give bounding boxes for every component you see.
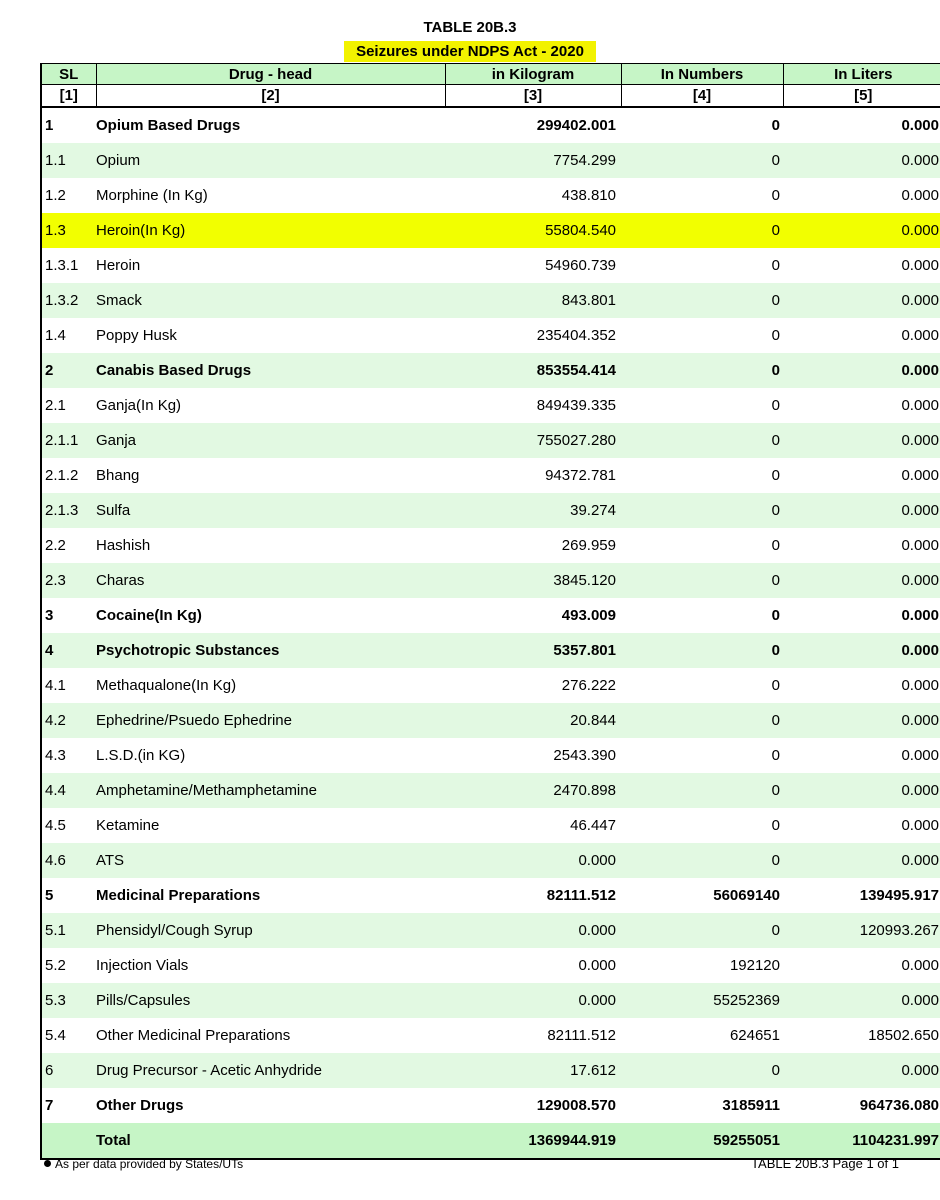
row-drug-name: Ketamine [96,817,160,834]
row-numbers: 0 [621,423,783,458]
row-kilogram: 843.801 [445,283,621,318]
page-info: TABLE 20B.3 Page 1 of 1 [751,1156,899,1171]
table-row [41,913,940,948]
row-liters: 0.000 [901,327,939,344]
row-liters: 0.000 [783,563,940,598]
header-kilogram: in Kilogram [445,64,621,85]
row-numbers: 624651 [729,1027,780,1044]
column-index: [2] [96,85,445,108]
row-drug-name: Pills/Capsules [96,983,445,1018]
table-header [41,64,940,108]
row-liters: 0.000 [783,283,940,318]
bullet-icon [44,1160,51,1167]
table-row [41,738,940,773]
row-numbers: 0 [771,607,780,624]
table-row [41,528,940,563]
row-drug-name: Phensidyl/Cough Syrup [96,913,445,948]
column-index-row [41,85,940,108]
row-sl: 1.3.2 [41,283,96,318]
table-row [41,808,940,843]
footnote [44,1156,243,1172]
row-liters: 139495.917 [859,887,939,904]
row-kilogram: 82111.512 [547,1027,616,1044]
table-row [41,1053,940,1088]
row-numbers: 0 [621,563,783,598]
row-kilogram: 39.274 [445,493,621,528]
row-drug-name: Hashish [96,537,151,554]
row-sl: 1 [45,117,54,134]
row-sl: 1.4 [45,327,66,344]
header-numbers: In Numbers [621,64,783,85]
row-drug-name: L.S.D.(in KG) [96,747,186,764]
row-kilogram: 269.959 [561,537,616,554]
row-numbers: 0 [771,747,780,764]
table-row [41,1018,940,1053]
row-kilogram: 276.222 [561,677,616,694]
row-drug-name: Total [96,1123,445,1159]
row-numbers: 3185911 [722,1097,780,1114]
row-kilogram: 2470.898 [445,773,621,808]
header-liters: In Liters [783,64,940,85]
row-kilogram: 1369944.919 [445,1123,621,1159]
table-row [41,773,940,808]
row-kilogram: 0.000 [445,983,621,1018]
row-liters: 0.000 [783,843,940,878]
table-body [41,107,940,1159]
row-drug-name: Drug Precursor - Acetic Anhydride [96,1053,445,1088]
row-sl: 1.3.1 [45,257,79,274]
row-drug-name: Methaqualone(In Kg) [96,677,237,694]
row-liters: 0.000 [901,957,939,974]
row-sl: 2.2 [45,537,66,554]
row-numbers: 0 [771,817,780,834]
row-liters: 1104231.997 [783,1123,940,1159]
row-kilogram: 7754.299 [445,143,621,178]
row-liters: 0.000 [783,983,940,1018]
row-kilogram: 17.612 [445,1053,621,1088]
row-sl: 4.5 [45,817,66,834]
row-drug-name: Opium Based Drugs [96,117,241,134]
row-numbers: 0 [621,283,783,318]
row-sl: 4.3 [45,747,66,764]
row-kilogram: 0.000 [445,913,621,948]
row-drug-name: Charas [96,563,445,598]
row-liters: 0.000 [783,213,940,248]
table-row [41,983,940,1018]
table-row [41,107,940,143]
row-kilogram: 0.000 [445,843,621,878]
row-numbers: 0 [621,143,783,178]
row-drug-name: Medicinal Preparations [96,887,261,904]
header-row [41,64,940,85]
row-liters: 0.000 [783,773,940,808]
row-kilogram: 129008.570 [536,1097,616,1114]
row-numbers: 0 [621,1053,783,1088]
row-sl: 4.2 [41,703,96,738]
table-row [41,248,940,283]
row-kilogram: 849439.335 [536,397,616,414]
row-liters: 0.000 [901,677,939,694]
row-drug-name: Canabis Based Drugs [96,353,445,388]
row-numbers: 55252369 [621,983,783,1018]
row-kilogram: 493.009 [561,607,616,624]
row-sl: 1.3 [41,213,96,248]
header-sl: SL [41,64,96,85]
total-row [41,1123,940,1159]
row-sl: 1.2 [45,187,66,204]
row-numbers: 0 [621,843,783,878]
row-drug-name: Ganja(In Kg) [96,397,182,414]
row-sl: 2.1.2 [45,467,79,484]
row-kilogram: 853554.414 [445,353,621,388]
row-kilogram: 438.810 [561,187,616,204]
row-liters: 0.000 [901,607,939,624]
row-numbers: 0 [771,467,780,484]
row-sl: 7 [45,1097,54,1114]
row-numbers: 0 [771,187,780,204]
row-kilogram: 46.447 [570,817,616,834]
row-kilogram: 0.000 [578,957,616,974]
row-numbers: 0 [771,397,780,414]
table-row [41,178,940,213]
row-drug-name: Injection Vials [96,957,189,974]
table-row [41,283,940,318]
row-sl: 2.1.1 [41,423,96,458]
row-liters: 964736.080 [859,1097,939,1114]
row-numbers: 0 [621,353,783,388]
table-row [41,563,940,598]
table-row [41,843,940,878]
row-kilogram: 755027.280 [445,423,621,458]
row-numbers: 59255051 [621,1123,783,1159]
row-sl: 1.1 [41,143,96,178]
table-row [41,598,940,633]
row-sl: 4.6 [41,843,96,878]
row-liters: 0.000 [901,187,939,204]
table-row [41,493,940,528]
table-row [41,423,940,458]
row-liters: 0.000 [901,117,939,134]
row-kilogram: 3845.120 [445,563,621,598]
row-liters: 0.000 [901,257,939,274]
row-kilogram: 5357.801 [445,633,621,668]
row-drug-name: Other Medicinal Preparations [96,1027,291,1044]
row-numbers: 0 [621,213,783,248]
row-sl: 5 [45,887,54,904]
row-liters: 0.000 [901,817,939,834]
row-sl: 5.2 [45,957,66,974]
row-drug-name: Other Drugs [96,1097,184,1114]
table-row [41,948,940,983]
row-sl: 2.1 [45,397,66,414]
row-sl: 4.4 [41,773,96,808]
row-liters: 0.000 [783,1053,940,1088]
row-liters: 0.000 [901,537,939,554]
row-liters: 0.000 [901,747,939,764]
row-liters: 0.000 [783,703,940,738]
column-index: [1] [41,85,96,108]
row-drug-name: Ephedrine/Psuedo Ephedrine [96,703,445,738]
row-drug-name: Heroin [96,257,141,274]
row-sl: 5.1 [41,913,96,948]
row-drug-name: Poppy Husk [96,327,177,344]
row-numbers: 56069140 [713,887,780,904]
table-row [41,213,940,248]
row-drug-name: Amphetamine/Methamphetamine [96,773,445,808]
row-sl: 5.4 [45,1027,66,1044]
row-sl: 2.1.3 [41,493,96,528]
column-index: [4] [621,85,783,108]
row-numbers: 0 [771,117,780,134]
row-numbers: 0 [621,773,783,808]
row-numbers: 0 [621,493,783,528]
table-row [41,458,940,493]
row-liters: 0.000 [901,467,939,484]
row-numbers: 0 [771,537,780,554]
row-sl: 4.1 [45,677,66,694]
column-index: [5] [783,85,940,108]
row-kilogram: 82111.512 [546,887,616,904]
row-drug-name: Heroin(In Kg) [96,213,445,248]
row-numbers: 0 [621,633,783,668]
row-kilogram: 299402.001 [536,117,616,134]
row-numbers: 0 [771,257,780,274]
row-sl: 3 [45,607,54,624]
row-drug-name: Bhang [96,467,140,484]
row-kilogram: 55804.540 [445,213,621,248]
row-drug-name: Ganja [96,423,445,458]
table-row [41,703,940,738]
row-sl: 6 [41,1053,96,1088]
row-numbers: 0 [621,913,783,948]
row-numbers: 0 [771,327,780,344]
row-drug-name: Cocaine(In Kg) [96,607,202,624]
header-drug-head: Drug - head [96,64,445,85]
row-sl [41,1123,96,1159]
row-drug-name: Opium [96,143,445,178]
row-kilogram: 94372.781 [545,467,616,484]
table-row [41,388,940,423]
table-row [41,633,940,668]
row-kilogram: 54960.739 [545,257,616,274]
row-liters: 0.000 [783,143,940,178]
row-kilogram: 20.844 [445,703,621,738]
row-sl: 2.3 [41,563,96,598]
table-title: TABLE 20B.3 [423,19,517,36]
row-liters: 0.000 [901,397,939,414]
row-numbers: 0 [621,703,783,738]
row-sl: 4 [41,633,96,668]
row-sl: 5.3 [41,983,96,1018]
row-drug-name: Psychotropic Substances [96,633,445,668]
row-numbers: 0 [771,677,780,694]
row-liters: 0.000 [783,423,940,458]
seizures-table [40,63,940,1160]
table-row [41,143,940,178]
table-row [41,1088,940,1123]
table-row [41,878,940,913]
table-row [41,668,940,703]
row-liters: 0.000 [783,633,940,668]
row-liters: 120993.267 [783,913,940,948]
row-drug-name: Sulfa [96,493,445,528]
row-liters: 0.000 [783,493,940,528]
footnote-text: As per data provided by States/UTs [55,1157,244,1171]
table-row [41,318,940,353]
row-liters: 0.000 [783,353,940,388]
row-kilogram: 2543.390 [553,747,616,764]
row-drug-name: Morphine (In Kg) [96,187,208,204]
column-index: [3] [445,85,621,108]
row-drug-name: ATS [96,843,445,878]
subtitle-wrap [0,41,940,63]
row-liters: 18502.650 [868,1027,939,1044]
table-subtitle: Seizures under NDPS Act - 2020 [344,41,596,62]
row-sl: 2 [41,353,96,388]
row-numbers: 192120 [729,957,780,974]
row-kilogram: 235404.352 [536,327,616,344]
table-row [41,353,940,388]
row-drug-name: Smack [96,283,445,318]
